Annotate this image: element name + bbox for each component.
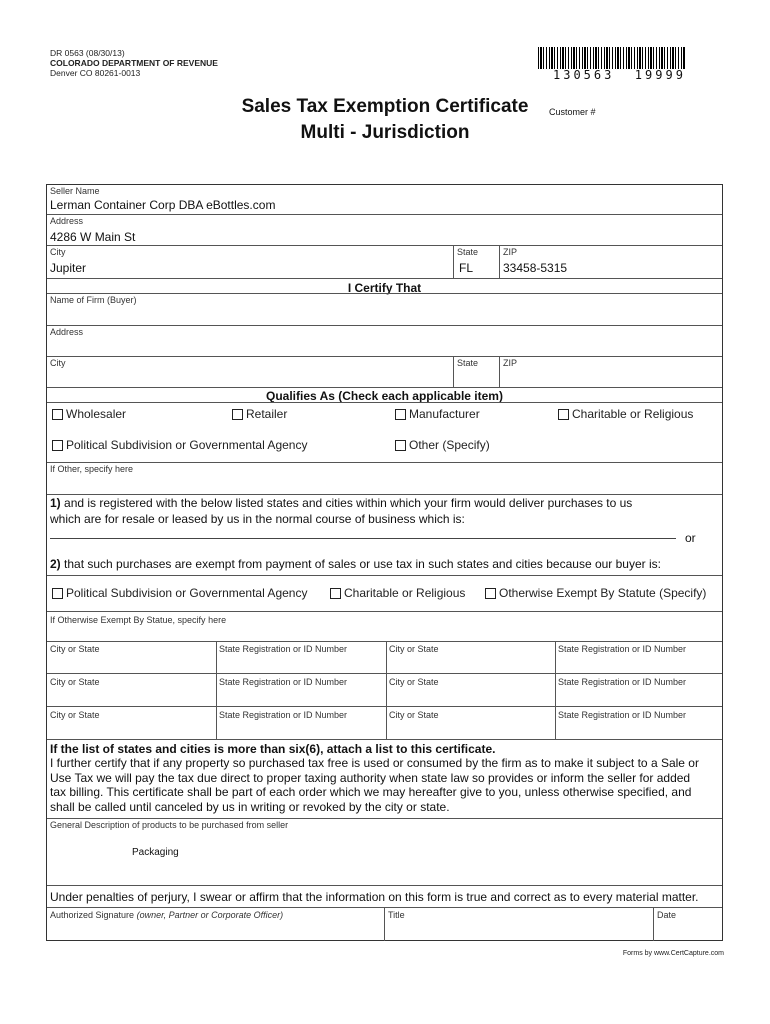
exempt-charitable-checkbox[interactable]: Charitable or Religious [330, 586, 465, 600]
grid-city-label: City or State [389, 644, 439, 654]
footer-credit: Forms by www.CertCapture.com [622, 950, 724, 957]
seller-state-field[interactable]: FL [459, 261, 474, 275]
title-label: Title [388, 910, 405, 920]
other-checkbox[interactable]: Other (Specify) [395, 438, 490, 452]
exempt-political-checkbox[interactable]: Political Subdivision or Governmental Agency [52, 586, 307, 600]
political-subdivision-checkbox[interactable]: Political Subdivision or Governmental Agency [52, 438, 307, 452]
retailer-checkbox[interactable]: Retailer [232, 407, 287, 421]
checkbox-icon [395, 440, 406, 451]
clause-2-text: 2) that such purchases are exempt from payment of sales or use tax in such states and cities because our buyer is: [50, 557, 661, 571]
clause-1-line-2: which are for resale or leased by us in the normal course of business which is: [50, 512, 465, 526]
wholesaler-checkbox[interactable]: Wholesaler [52, 407, 126, 421]
checkbox-icon [52, 409, 63, 420]
grid-reg-label: State Registration or ID Number [219, 644, 348, 654]
products-label: General Description of products to be purchased from seller [50, 820, 289, 830]
certify-text-line-3: tax billing. This certificate shall be part of each order which we may hereafter give to you, unless otherwise specified, and [50, 785, 692, 799]
form-subtitle: Multi - Jurisdiction [300, 122, 470, 143]
grid-city-label: City or State [50, 644, 100, 654]
certify-text-line-4: shall be called until canceled by us in writing or revoked by the city or state. [50, 799, 450, 814]
buyer-state-label: State [457, 358, 479, 368]
seller-name-field[interactable]: Lerman Container Corp DBA eBottles.com [50, 198, 276, 212]
checkbox-icon [330, 588, 341, 599]
seller-zip-field[interactable]: 33458-5315 [503, 261, 568, 275]
seller-city-label: City [50, 247, 66, 257]
checkbox-icon [232, 409, 243, 420]
signature-label: Authorized Signature (owner, Partner or Corporate Officer) [50, 910, 284, 920]
checkbox-icon [558, 409, 569, 420]
grid-reg-label: State Registration or ID Number [219, 710, 348, 720]
grid-city-label: City or State [50, 677, 100, 687]
or-text: or [685, 531, 696, 545]
grid-city-label: City or State [50, 710, 100, 720]
exempt-statute-checkbox[interactable]: Otherwise Exempt By Statute (Specify) [485, 586, 706, 600]
qualifies-heading: Qualifies As (Check each applicable item) [266, 389, 503, 403]
clause-1-line-1: 1) and is registered with the below listed states and cities within which your firm would deliver purchases to us [50, 496, 633, 510]
certify-text-line-2: Use Tax we will pay the tax due direct to proper taxing authority when state law so provides or inform the seller for added [50, 770, 691, 785]
department-name: COLORADO DEPARTMENT OF REVENUE [50, 58, 218, 68]
checkbox-icon [52, 588, 63, 599]
statute-specify-label: If Otherwise Exempt By Statue, specify here [50, 615, 227, 625]
buyer-address-label: Address [50, 327, 84, 337]
seller-state-label: State [457, 247, 479, 257]
grid-city-label: City or State [389, 710, 439, 720]
buyer-city-label: City [50, 358, 66, 368]
seller-address-field[interactable]: 4286 W Main St [50, 230, 136, 244]
products-field[interactable]: Packaging [132, 847, 179, 858]
charitable-checkbox[interactable]: Charitable or Religious [558, 407, 693, 421]
date-label: Date [657, 910, 677, 920]
checkbox-icon [485, 588, 496, 599]
form-id: DR 0563 (08/30/13) [50, 48, 125, 58]
grid-reg-label: State Registration or ID Number [558, 677, 687, 687]
seller-address-label: Address [50, 216, 84, 226]
perjury-statement: Under penalties of perjury, I swear or affirm that the information on this form is true and correct as to every material matter. [50, 890, 699, 904]
seller-zip-label: ZIP [503, 247, 518, 257]
checkbox-icon [52, 440, 63, 451]
form-title: Sales Tax Exemption Certificate [241, 96, 529, 117]
certify-heading: I Certify That [347, 281, 422, 295]
manufacturer-checkbox[interactable]: Manufacturer [395, 407, 480, 421]
buyer-firm-label: Name of Firm (Buyer) [50, 295, 137, 305]
certificate-form [46, 184, 723, 941]
grid-reg-label: State Registration or ID Number [558, 710, 687, 720]
buyer-zip-label: ZIP [503, 358, 518, 368]
barcode [538, 47, 685, 69]
certify-text-line-1: I further certify that if any property so purchased tax free is used or consumed by the firm as to make it subject to a Sale or [50, 756, 699, 770]
customer-number-label: Customer # [549, 107, 596, 117]
other-specify-label: If Other, specify here [50, 464, 134, 474]
seller-name-label: Seller Name [50, 186, 100, 196]
grid-reg-label: State Registration or ID Number [558, 644, 687, 654]
checkbox-icon [395, 409, 406, 420]
grid-city-label: City or State [389, 677, 439, 687]
grid-reg-label: State Registration or ID Number [219, 677, 348, 687]
seller-city-field[interactable]: Jupiter [50, 261, 87, 275]
attach-list-notice: If the list of states and cities is more than six(6), attach a list to this certificate. [50, 742, 496, 756]
barcode-number: 130563 19999 [553, 68, 686, 82]
business-type-line[interactable] [50, 538, 676, 539]
department-address: Denver CO 80261-0013 [50, 68, 141, 78]
